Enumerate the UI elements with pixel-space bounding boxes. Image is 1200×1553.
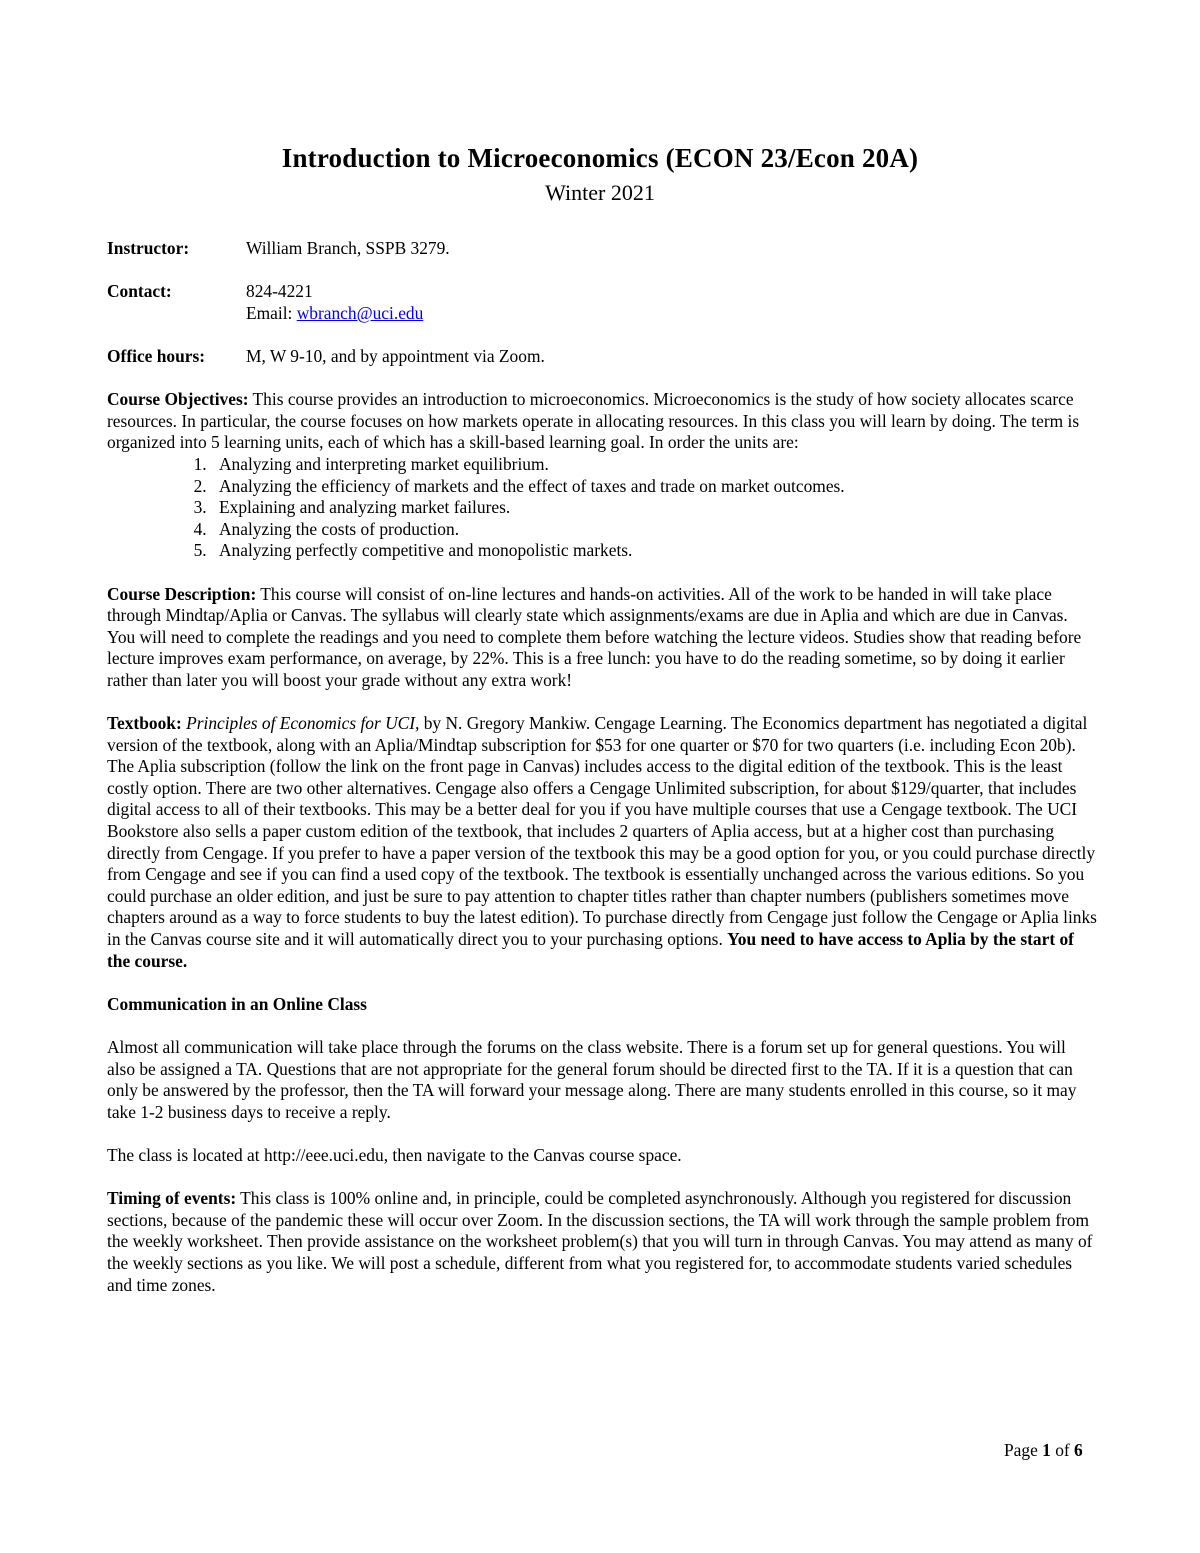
document-term: Winter 2021: [545, 180, 655, 205]
document-body: [107, 238, 1097, 1296]
class-location: The class is located at http://eee.uci.edu, then navigate to the Canvas course space.: [107, 1144, 682, 1165]
textbook-emphasis: You need to have access to Aplia by the start of the course.: [107, 929, 1074, 971]
textbook-section: [107, 713, 1097, 972]
email-label: Email:: [246, 302, 297, 323]
list-item: 3. Explaining and analyzing market failures.: [211, 497, 1097, 519]
communication-heading: Communication in an Online Class: [107, 993, 367, 1014]
instructor-row: [107, 238, 1097, 260]
learning-units-list: [107, 454, 1097, 562]
instructor-label: Instructor:: [107, 238, 190, 258]
timing-of-events: [107, 1188, 1097, 1296]
communication-paragraph: Almost all communication will take place through the forums on the class website. There is a forum set up for general questions. You will also be assigned a TA. Questions that are not appropriate for the general forum should be directed first to the TA. If it is a question that can only be answered by the professor, then the TA will forward your message along. There are many students enrolled in this course, so it may take 1-2 business days to receive a reply.: [107, 1036, 1077, 1122]
course-objectives: [107, 389, 1097, 454]
email-link[interactable]: wbranch@uci.edu: [296, 302, 424, 323]
office-hours-row: [107, 346, 1097, 368]
course-description-label: Course Description:: [107, 583, 257, 604]
instructor-value: William Branch, SSPB 3279.: [246, 238, 450, 258]
course-objectives-label: Course Objectives:: [107, 389, 249, 410]
timing-label: Timing of events:: [107, 1188, 237, 1209]
contact-label: Contact:: [107, 281, 172, 302]
contact-row: [107, 281, 1097, 324]
page-number: Page 1 of 6: [1004, 1440, 1083, 1460]
list-item: 1. Analyzing and interpreting market equilibrium.: [211, 454, 1097, 476]
list-item: 4. Analyzing the costs of production.: [211, 519, 1097, 541]
office-hours-value: M, W 9-10, and by appointment via Zoom.: [246, 345, 545, 366]
course-description-text: This course will consist of on-line lectures and hands-on activities. All of the work to be handed in will take place through Mindtap/Aplia or Canvas. The syllabus will clearly state which assignments/exams are due in Aplia and which are due in Canvas. You will need to complete the readings and you need to complete them before watching the lecture videos. Studies show that reading before lecture improves exam performance, on average, by 22%. This is a free lunch: you have to do the reading sometime, so by doing it earlier rather than later you will boost your grade without any extra work!: [107, 583, 1082, 690]
timing-text: This class is 100% online and, in principle, could be completed asynchronously. Although you registered for discussion sections, because of the pandemic these will occur over Zoom. In the discussion sections, the TA will work through the sample problem from the weekly worksheet. Then provide assistance on the worksheet problem(s) that you will turn in through Canvas. You may attend as many of the weekly sections as you like. We will post a schedule, different from what you registered for, to accommodate students varied schedules and time zones.: [107, 1188, 1093, 1295]
office-hours-label: Office hours:: [107, 345, 206, 366]
course-objectives-text: This course provides an introduction to microeconomics. Microeconomics is the study of how society allocates scarce resources. In particular, the course focuses on how markets operate in allocating resources. In this class you will learn by doing. The term is organized into 5 learning units, each of which has a skill-based learning goal. In order the units are:: [107, 389, 1080, 453]
list-item: 2. Analyzing the efficiency of markets and the effect of taxes and trade on market outcomes.: [211, 476, 1097, 498]
document-title: Introduction to Microeconomics (ECON 23/Econ 20A): [281, 143, 919, 173]
list-item: 5. Analyzing perfectly competitive and monopolistic markets.: [211, 540, 1097, 562]
contact-phone: 824-4221: [246, 281, 313, 302]
course-description: [107, 584, 1097, 692]
textbook-text: by N. Gregory Mankiw. Cengage Learning. The Economics department has negotiated a digital version of the textbook, along with an Aplia/Mindtap subscription for $53 for one quarter or $70 for two quarters (i.e. including Econ 20b). The Aplia subscription (follow the link on the front page in Canvas) includes access to the digital edition of the textbook. This is the least costly option. There are two other alternatives. Cengage also offers a Cengage Unlimited subscription, for about $129/quarter, that includes digital access to all of their textbooks. This may be a better deal for you if you have multiple courses that use a Cengage textbook. The UCI Bookstore also sells a paper custom edition of the textbook, that includes 2 quarters of Aplia access, but at a higher cost than purchasing directly from Cengage. If you prefer to have a paper version of the textbook this may be a good option for you, or you could purchase directly from Cengage and see if you can find a used copy of the textbook. The textbook is essentially unchanged across the various editions. So you could purchase an older edition, and just be sure to pay attention to chapter titles rather than chapter numbers (publishers sometimes move chapters around as a way to force students to buy the latest edition). To purchase directly from Cengage just follow the Cengage or Aplia links in the Canvas course site and it will automatically direct you to your purchasing options.: [107, 713, 1097, 949]
textbook-label: Textbook:: [107, 713, 182, 734]
textbook-title: Principles of Economics for UCI,: [186, 713, 420, 734]
